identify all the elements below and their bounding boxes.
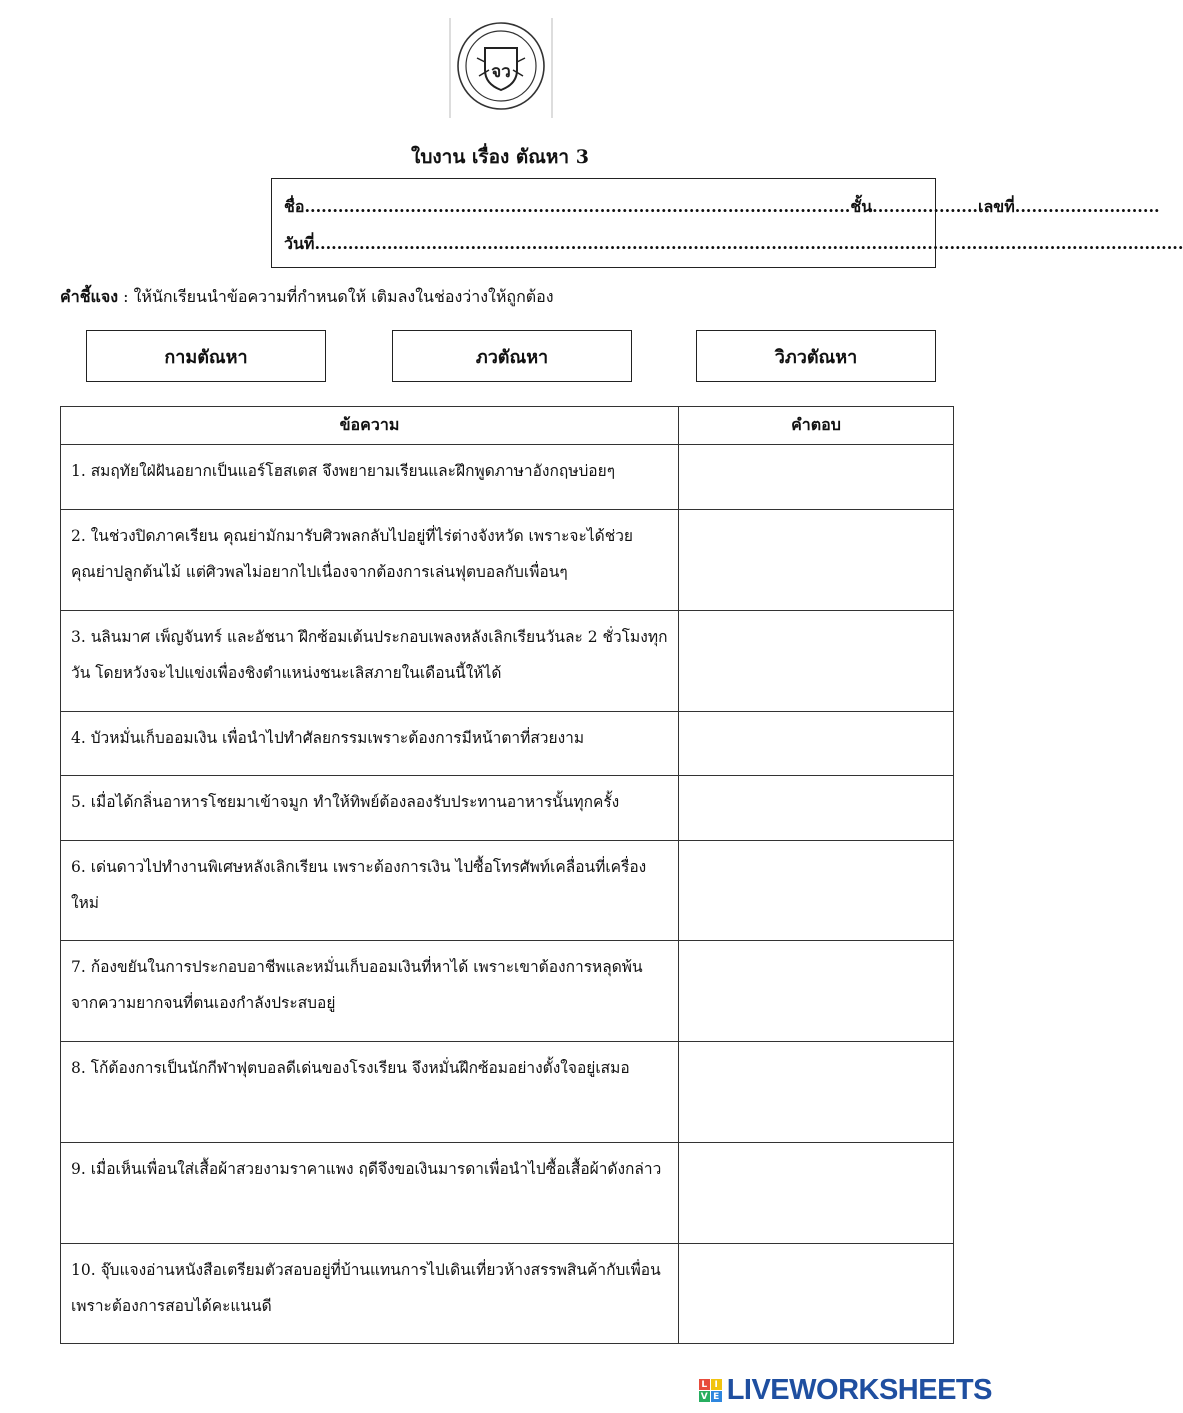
statement-8: 8. โก้ต้องการเป็นนักกีฬาฟุตบอลดีเด่นของโรงเรียน จึงหมั่นฝึกซ้อมอย่างตั้งใจอยู่เสมอ (61, 1042, 679, 1143)
table-row (61, 445, 954, 510)
answer-cell-3[interactable] (679, 611, 954, 712)
header-statement: ข้อความ (61, 407, 679, 445)
logo-tile: L (699, 1379, 710, 1390)
option-vibhava-tanha[interactable]: วิภวตัณหา (696, 330, 936, 382)
statement-10: 10. จุ๊บแจงอ่านหนังสือเตรียมตัวสอบอยู่ที่บ้านแทนการไปเดินเที่ยวห้างสรรพสินค้ากับเพื่อนเพราะต้องการสอบได้คะแนนดี (61, 1244, 679, 1344)
table-row (61, 510, 954, 611)
table-row (61, 1042, 954, 1143)
statement-6: 6. เด่นดาวไปทำงานพิเศษหลังเลิกเรียน เพราะต้องการเงิน ไปซื้อโทรศัพท์เคลื่อนที่เครื่องใหม่ (61, 841, 679, 941)
svg-text:จว: จว (491, 62, 511, 82)
option-kama-tanha[interactable]: กามตัณหา (86, 330, 326, 382)
answer-cell-1[interactable] (679, 445, 954, 510)
statement-3: 3. นลินมาศ เพ็ญจันทร์ และอัชนา ฝึกซ้อมเต้นประกอบเพลงหลังเลิกเรียนวันละ 2 ชั่วโมงทุกวัน โดยหวังจะไปแข่งเพื่องชิงตำแหน่งชนะเลิสภายในเดือนนี้ให้ได้ (61, 611, 679, 712)
worksheet-title: ใบงาน เรื่อง ตัณหา 3 (411, 146, 589, 168)
answer-cell-6[interactable] (679, 841, 954, 941)
table-row (61, 712, 954, 776)
table-header-row (61, 407, 954, 445)
statement-1: 1. สมฤทัยใฝ่ฝันอยากเป็นแอร์โฮสเตส จึงพยายามเรียนและฝึกพูดภาษาอังกฤษบ่อยๆ (61, 445, 679, 510)
table-row (61, 941, 954, 1042)
logo-tile: E (711, 1391, 722, 1402)
date-line[interactable]: วันที่............................................................................................................................................................ (284, 234, 1183, 253)
instructions-sep: : (118, 287, 134, 306)
liveworksheets-brand[interactable] (699, 1374, 992, 1407)
answer-cell-9[interactable] (679, 1143, 954, 1244)
instructions (60, 285, 554, 310)
table-row (61, 776, 954, 841)
school-emblem-icon (449, 18, 553, 118)
answer-cell-4[interactable] (679, 712, 954, 776)
table-row (61, 611, 954, 712)
instructions-text: ให้นักเรียนนำข้อความที่กำหนดให้ เติมลงในช่องว่างให้ถูกต้อง (133, 287, 554, 306)
instructions-label: คำชี้แจง (60, 287, 119, 306)
statement-9: 9. เมื่อเห็นเพื่อนใส่เสื้อผ้าสวยงามราคาแพง ฤดีจึงขอเงินมารดาเพื่อนำไปซื้อเสื้อผ้าดังกล่าว (61, 1143, 679, 1244)
table-row (61, 841, 954, 941)
liveworksheets-wordmark: LIVEWORKSHEETS (726, 1374, 992, 1406)
answer-cell-5[interactable] (679, 776, 954, 841)
table-row (61, 1244, 954, 1344)
answer-cell-8[interactable] (679, 1042, 954, 1143)
statement-7: 7. ก้องขยันในการประกอบอาชีพและหมั่นเก็บออมเงินที่หาได้ เพราะเขาต้องการหลุดพ้นจากความยากจนที่ตนเองกำลังประสบอยู่ (61, 941, 679, 1042)
student-info-box (271, 178, 1183, 268)
answer-cell-2[interactable] (679, 510, 954, 611)
school-logo (449, 18, 553, 118)
name-class-number-line[interactable]: ชื่อ..................................................................................................ชั้น...................เลขที่.......................... (284, 197, 1160, 216)
header-answer: คำตอบ (679, 407, 954, 445)
statement-5: 5. เมื่อได้กลิ่นอาหารโชยมาเข้าจมูก ทำให้ทิพย์ต้องลองรับประทานอาหารนั้นทุกครั้ง (61, 776, 679, 841)
liveworksheets-logo-icon (699, 1379, 722, 1402)
statement-4: 4. บัวหมั่นเก็บออมเงิน เพื่อนำไปทำศัลยกรรมเพราะต้องการมีหน้าตาที่สวยงาม (61, 712, 679, 776)
answer-cell-10[interactable] (679, 1244, 954, 1344)
question-table (60, 406, 954, 1344)
logo-tile: V (699, 1391, 710, 1402)
answer-cell-7[interactable] (679, 941, 954, 1042)
option-bhava-tanha[interactable]: ภวตัณหา (392, 330, 632, 382)
table-row (61, 1143, 954, 1244)
statement-2: 2. ในช่วงปิดภาคเรียน คุณย่ามักมารับศิวพลกลับไปอยู่ที่ไร่ต่างจังหวัด เพราะจะได้ช่วยคุณย่าปลูกต้นไม้ แต่ศิวพลไม่อยากไปเนื่องจากต้องการเล่นฟุตบอลกับเพื่อนๆ (61, 510, 679, 611)
logo-tile: I (711, 1379, 722, 1390)
